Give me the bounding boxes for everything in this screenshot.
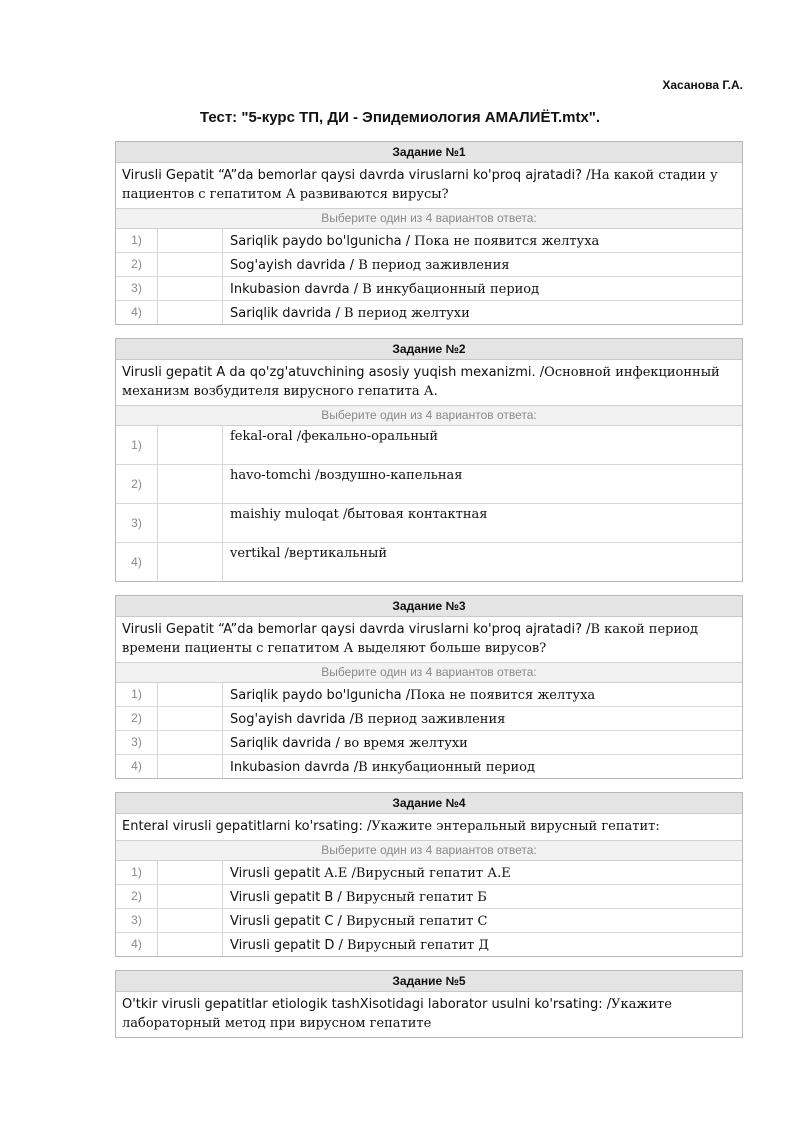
task-3	[115, 595, 743, 779]
option-text-russian: В инкубационный период	[362, 282, 540, 297]
option-text-uzbek: Virusli gepatit B /	[230, 890, 346, 905]
option-number: 3)	[116, 731, 158, 754]
author-name: Хасанова Г.А.	[662, 78, 743, 92]
option-number: 2)	[116, 465, 158, 503]
task-header: Задание №1	[116, 142, 742, 163]
task-header: Задание №4	[116, 793, 742, 814]
option-text-uzbek: Sariqlik davrida /	[230, 736, 345, 751]
option-text: fekal-oral /фекально-оральный	[230, 429, 439, 444]
answer-option-1[interactable]	[116, 861, 742, 885]
answer-mark-cell[interactable]	[158, 885, 223, 908]
option-text	[223, 277, 742, 300]
option-text: vertikal /вертикальный	[230, 546, 388, 561]
option-number: 3)	[116, 277, 158, 300]
option-text	[223, 253, 742, 276]
answer-mark-cell[interactable]	[158, 909, 223, 932]
answer-mark-cell[interactable]	[158, 755, 223, 778]
option-text: havo-tomchi /воздушно-капельная	[230, 468, 463, 483]
option-text: maishiy muloqat /бытовая контактная	[230, 507, 488, 522]
answer-option-2[interactable]	[116, 707, 742, 731]
option-text	[223, 909, 742, 932]
option-number: 4)	[116, 933, 158, 956]
option-number: 4)	[116, 301, 158, 324]
question-text	[116, 992, 742, 1037]
question-russian: Основной инфекционный механизм возбудителя вирусного гепатита А.	[122, 365, 720, 399]
option-text-uzbek: Sog'ayish davrida /	[230, 258, 359, 273]
question-russian: Укажите лабораторный метод при вирусном гепатите	[122, 997, 672, 1031]
answer-option-3[interactable]	[116, 504, 742, 543]
answer-mark-cell[interactable]	[158, 465, 223, 503]
choose-prompt: Выберите один из 4 вариантов ответа:	[116, 663, 742, 683]
option-text-uzbek: Sog'ayish davrida /	[230, 712, 355, 727]
answer-option-1[interactable]	[116, 229, 742, 253]
answer-mark-cell[interactable]	[158, 543, 223, 581]
task-header: Задание №5	[116, 971, 742, 992]
choose-prompt: Выберите один из 4 вариантов ответа:	[116, 841, 742, 861]
answer-mark-cell[interactable]	[158, 277, 223, 300]
option-text	[223, 885, 742, 908]
task-5	[115, 970, 743, 1038]
document-title: Тест: "5-курс ТП, ДИ - Эпидемиология АМАЛИЁТ.mtx".	[199, 109, 601, 126]
choose-prompt: Выберите один из 4 вариантов ответа:	[116, 406, 742, 426]
option-text-russian: во время желтухи	[344, 736, 468, 751]
option-number: 3)	[116, 909, 158, 932]
option-number: 2)	[116, 707, 158, 730]
answer-option-1[interactable]	[116, 683, 742, 707]
question-text	[116, 814, 742, 841]
answer-option-1[interactable]	[116, 426, 742, 465]
option-text-russian: В период заживления	[354, 712, 506, 727]
question-russian: В какой период времени пациенты с гепатитом А выделяют больше вирусов?	[122, 622, 698, 656]
option-text-uzbek: Inkubasion davrda /	[230, 760, 359, 775]
answer-option-4[interactable]	[116, 755, 742, 778]
task-2	[115, 338, 743, 582]
option-number: 1)	[116, 229, 158, 252]
option-number: 3)	[116, 504, 158, 542]
option-text-russian: Пока не появится желтуха	[410, 688, 596, 703]
option-text-russian: Вирусный гепатит Д	[347, 938, 489, 953]
option-text-russian: В период заживления	[358, 258, 510, 273]
option-text-russian: Пока не появится желтуха	[414, 234, 600, 249]
answer-mark-cell[interactable]	[158, 504, 223, 542]
question-russian: На какой стадии у пациентов с гепатитом А развиваются вирусы?	[122, 168, 718, 202]
option-text-russian: В инкубационный период	[358, 760, 536, 775]
option-text-uzbek: Virusli gepatit	[230, 866, 325, 881]
option-number: 1)	[116, 683, 158, 706]
question-uzbek: Virusli Gepatit “A”da bemorlar qaysi davrda viruslarni ko'proq ajratadi? /	[122, 168, 591, 183]
option-text-russian: Вирусный гепатит Б	[345, 890, 487, 905]
option-text-uzbek: Sariqlik paydo bo'lgunicha /	[230, 688, 411, 703]
option-number: 1)	[116, 426, 158, 464]
option-text	[223, 707, 742, 730]
option-number: 2)	[116, 885, 158, 908]
question-text	[116, 360, 742, 406]
question-text	[116, 163, 742, 209]
option-text-uzbek: Inkubasion davrda /	[230, 282, 363, 297]
answer-option-4[interactable]	[116, 301, 742, 324]
option-text-uzbek: Sariqlik paydo bo'lgunicha /	[230, 234, 415, 249]
option-text-uzbek: Sariqlik davrida /	[230, 306, 345, 321]
option-number: 4)	[116, 755, 158, 778]
option-text	[223, 933, 742, 956]
answer-option-2[interactable]	[116, 253, 742, 277]
option-text	[223, 301, 742, 324]
option-text	[223, 683, 742, 706]
option-number: 4)	[116, 543, 158, 581]
task-1	[115, 141, 743, 325]
answer-mark-cell[interactable]	[158, 731, 223, 754]
option-text-uzbek: Virusli gepatit C /	[230, 914, 347, 929]
option-text	[223, 731, 742, 754]
option-text-russian: Вирусный гепатит С	[346, 914, 488, 929]
answer-mark-cell[interactable]	[158, 861, 223, 884]
question-uzbek: Virusli gepatit A da qo'zg'atuvchining asosiy yuqish mexanizmi. /	[122, 365, 545, 380]
option-number: 1)	[116, 861, 158, 884]
answer-option-2[interactable]	[116, 465, 742, 504]
choose-prompt: Выберите один из 4 вариантов ответа:	[116, 209, 742, 229]
answer-mark-cell[interactable]	[158, 253, 223, 276]
answer-option-3[interactable]	[116, 909, 742, 933]
answer-mark-cell[interactable]	[158, 707, 223, 730]
answer-mark-cell[interactable]	[158, 426, 223, 464]
option-text	[223, 229, 742, 252]
question-text	[116, 617, 742, 663]
answer-mark-cell[interactable]	[158, 229, 223, 252]
task-4	[115, 792, 743, 957]
option-text	[223, 861, 742, 884]
option-text-russian: A.E /Вирусный гепатит А.Е	[324, 866, 511, 881]
answer-option-2[interactable]	[116, 885, 742, 909]
answer-mark-cell[interactable]	[158, 933, 223, 956]
answer-option-3[interactable]	[116, 731, 742, 755]
answer-option-4[interactable]	[116, 933, 742, 956]
answer-option-3[interactable]	[116, 277, 742, 301]
answer-mark-cell[interactable]	[158, 301, 223, 324]
question-uzbek: Virusli Gepatit “A”da bemorlar qaysi davrda viruslarni ko'proq ajratadi? /	[122, 622, 591, 637]
option-text	[223, 755, 742, 778]
task-header: Задание №2	[116, 339, 742, 360]
task-header: Задание №3	[116, 596, 742, 617]
question-russian: Укажите энтеральный вирусный гепатит:	[371, 819, 660, 834]
option-text-russian: В период желтухи	[344, 306, 470, 321]
question-uzbek: Enteral virusli gepatitlarni ko'rsating: /	[122, 819, 372, 834]
option-number: 2)	[116, 253, 158, 276]
answer-mark-cell[interactable]	[158, 683, 223, 706]
option-text-uzbek: Virusli gepatit D /	[230, 938, 347, 953]
answer-option-4[interactable]	[116, 543, 742, 581]
question-uzbek: O'tkir virusli gepatitlar etiologik tashXisotidagi laborator usulni ko'rsating: /	[122, 997, 612, 1012]
